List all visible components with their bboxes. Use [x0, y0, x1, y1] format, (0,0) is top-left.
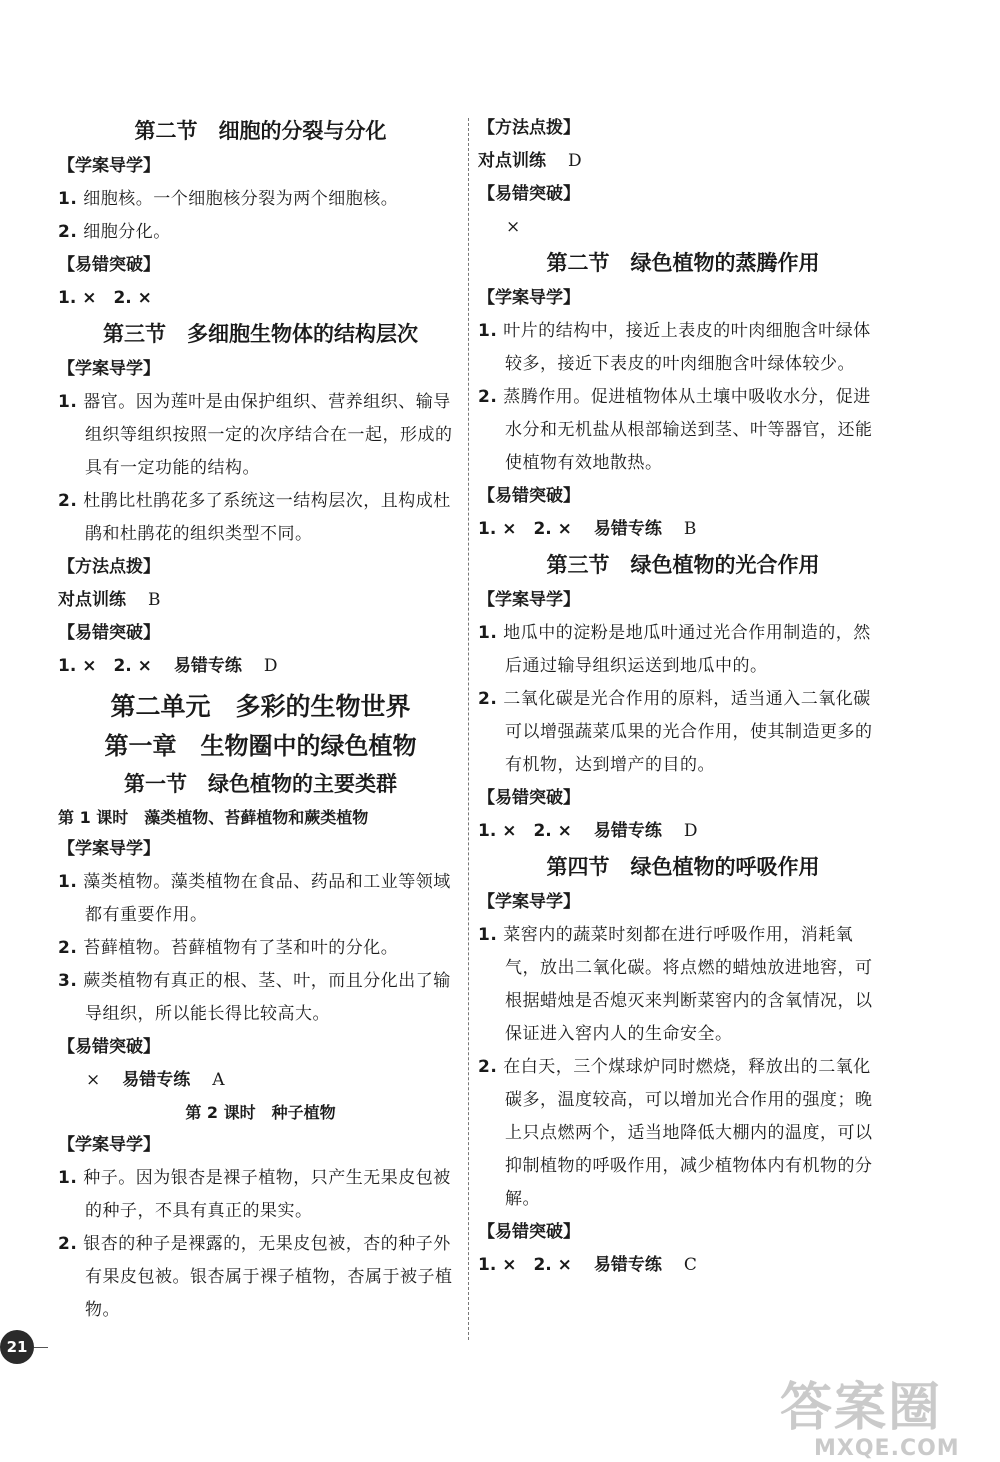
section-title: 第二节 绿色植物的蒸腾作用 [546, 251, 820, 275]
answer-line [478, 145, 888, 178]
tag-study-guide: 【学案导学】 [58, 359, 160, 379]
item-number: 2. [58, 938, 78, 958]
tag-error-breakthrough: 【易错突破】 [478, 1222, 580, 1242]
right-column [478, 112, 888, 1282]
section-title: 第二节 细胞的分裂与分化 [134, 119, 387, 143]
answer-line [58, 650, 463, 683]
answer-text: 1. × 2. × [478, 821, 572, 841]
answer-text: × [506, 217, 521, 237]
item-text: 银杏的种子是裸露的，无果皮包被，杏的种子外有果皮包被。银杏属于裸子植物，杏属于被子植物。 [83, 1234, 453, 1320]
item-text: 叶片的结构中，接近上表皮的叶肉细胞含叶绿体较多，接近下表皮的叶肉细胞含叶绿体较少。 [503, 321, 871, 374]
chapter-title: 第一章 生物圈中的绿色植物 [104, 732, 417, 760]
training-answer: B [148, 590, 161, 610]
item-text: 二氧化碳是光合作用的原料，适当通入二氧化碳可以增强蔬菜瓜果的光合作用，使其制造更多的有机物，达到增产的目的。 [503, 689, 873, 775]
answer-text: 1. × 2. × [58, 656, 152, 676]
practice-answer: B [683, 519, 697, 539]
item-number: 1. [58, 872, 78, 892]
tag-method: 【方法点拨】 [58, 557, 160, 577]
item-number: 2. [478, 1057, 498, 1077]
tag-method: 【方法点拨】 [478, 118, 580, 138]
answer-item [478, 315, 888, 381]
answer-text: 1. × 2. × [58, 288, 152, 308]
training-label: 对点训练 [478, 151, 546, 171]
item-number: 1. [58, 1168, 78, 1188]
tag-study-guide: 【学案导学】 [58, 839, 160, 859]
section-title: 第三节 绿色植物的光合作用 [546, 553, 820, 577]
item-text: 在白天，三个煤球炉同时燃烧，释放出的二氧化碳多，温度较高，可以增加光合作用的强度；晚上只点燃两个，适当地降低大棚内的温度，可以抑制植物的呼吸作用，减少植物体内有机物的分解。 [503, 1057, 873, 1209]
practice-label: 易错专练 [593, 519, 662, 539]
answer-item [58, 965, 463, 1031]
column-divider [468, 118, 469, 1340]
practice-label: 易错专练 [593, 821, 662, 841]
answer-item [478, 919, 888, 1051]
page-number-rule [34, 1347, 48, 1348]
answer-line [478, 513, 888, 546]
item-number: 2. [478, 387, 498, 407]
page-number: 21 [0, 1330, 34, 1364]
tag-error-breakthrough: 【易错突破】 [58, 623, 160, 643]
watermark-brand: 答案圈 [780, 1378, 943, 1438]
tag-study-guide: 【学案导学】 [58, 1135, 160, 1155]
section-title: 第三节 多细胞生物体的结构层次 [103, 322, 418, 346]
answer-line [478, 211, 888, 244]
item-number: 1. [478, 321, 498, 341]
left-column [58, 112, 463, 1327]
practice-answer: D [683, 821, 698, 841]
tag-study-guide: 【学案导学】 [478, 892, 580, 912]
answer-item [58, 183, 463, 216]
practice-answer: A [212, 1070, 225, 1090]
item-text: 器官。因为莲叶是由保护组织、营养组织、输导组织等组织按照一定的次序结合在一起，形成的具有一定功能的结构。 [83, 392, 453, 478]
watermark-logo [780, 1380, 960, 1461]
answer-text: 1. × 2. × [478, 1255, 572, 1275]
answer-item [58, 1228, 463, 1327]
answer-item [478, 617, 888, 683]
tag-study-guide: 【学案导学】 [478, 590, 580, 610]
item-number: 1. [478, 623, 498, 643]
section-title: 第一节 绿色植物的主要类群 [124, 772, 397, 796]
lesson-title: 第 1 课时 藻类植物、苔藓植物和蕨类植物 [58, 808, 369, 827]
tag-error-breakthrough: 【易错突破】 [58, 1037, 160, 1057]
answer-line [58, 584, 463, 617]
practice-label: 易错专练 [122, 1070, 191, 1090]
answer-line [58, 1064, 463, 1097]
answer-text: 1. × 2. × [478, 519, 572, 539]
item-number: 1. [478, 925, 498, 945]
item-text: 杜鹃比杜鹃花多了系统这一结构层次，且构成杜鹃和杜鹃花的组织类型不同。 [83, 491, 451, 544]
tag-error-breakthrough: 【易错突破】 [478, 486, 580, 506]
answer-item [58, 932, 463, 965]
item-text: 蒸腾作用。促进植物体从土壤中吸收水分，促进水分和无机盐从根部输送到茎、叶等器官，还能使植物有效地散热。 [503, 387, 873, 473]
item-text: 细胞分化。 [83, 222, 171, 242]
lesson-title: 第 2 课时 种子植物 [185, 1103, 336, 1122]
answer-item [58, 386, 463, 485]
answer-item [478, 683, 888, 782]
item-text: 蕨类植物有真正的根、茎、叶，而且分化出了输导组织，所以能长得比较高大。 [83, 971, 451, 1024]
answer-line [478, 1249, 888, 1282]
answer-item [478, 381, 888, 480]
item-number: 2. [58, 222, 78, 242]
watermark-url: MXQE.COM [814, 1436, 960, 1461]
item-number: 2. [58, 1234, 78, 1254]
item-number: 2. [58, 491, 78, 511]
tag-error-breakthrough: 【易错突破】 [478, 184, 580, 204]
tag-error-breakthrough: 【易错突破】 [478, 788, 580, 808]
item-text: 藻类植物。藻类植物在食品、药品和工业等领域都有重要作用。 [83, 872, 451, 925]
tag-study-guide: 【学案导学】 [478, 288, 580, 308]
answer-item [58, 485, 463, 551]
tag-study-guide: 【学案导学】 [58, 156, 160, 176]
practice-answer: D [263, 656, 278, 676]
unit-title: 第二单元 多彩的生物世界 [110, 692, 411, 721]
item-number: 3. [58, 971, 78, 991]
section-title: 第四节 绿色植物的呼吸作用 [546, 855, 820, 879]
item-text: 菜窖内的蔬菜时刻都在进行呼吸作用，消耗氧气，放出二氧化碳。将点燃的蜡烛放进地窖，可根据蜡烛是否熄灭来判断菜窖内的含氧情况，以保证进入窖内人的生命安全。 [503, 925, 873, 1044]
item-number: 2. [478, 689, 498, 709]
item-text: 细胞核。一个细胞核分裂为两个细胞核。 [83, 189, 399, 209]
item-text: 地瓜中的淀粉是地瓜叶通过光合作用制造的，然后通过输导组织运送到地瓜中的。 [503, 623, 871, 676]
training-label: 对点训练 [58, 590, 126, 610]
item-text: 种子。因为银杏是裸子植物，只产生无果皮包被的种子，不具有真正的果实。 [83, 1168, 451, 1221]
practice-answer: C [683, 1255, 697, 1275]
training-answer: D [568, 151, 582, 171]
answer-item [58, 866, 463, 932]
answer-item [478, 1051, 888, 1216]
answer-line [478, 815, 888, 848]
answer-text: × [86, 1070, 101, 1090]
practice-label: 易错专练 [593, 1255, 662, 1275]
item-number: 1. [58, 189, 78, 209]
item-number: 1. [58, 392, 78, 412]
item-text: 苔藓植物。苔藓植物有了茎和叶的分化。 [83, 938, 399, 958]
answer-item [58, 1162, 463, 1228]
tag-error-breakthrough: 【易错突破】 [58, 255, 160, 275]
practice-label: 易错专练 [173, 656, 242, 676]
answer-line [58, 282, 463, 315]
answer-item [58, 216, 463, 249]
